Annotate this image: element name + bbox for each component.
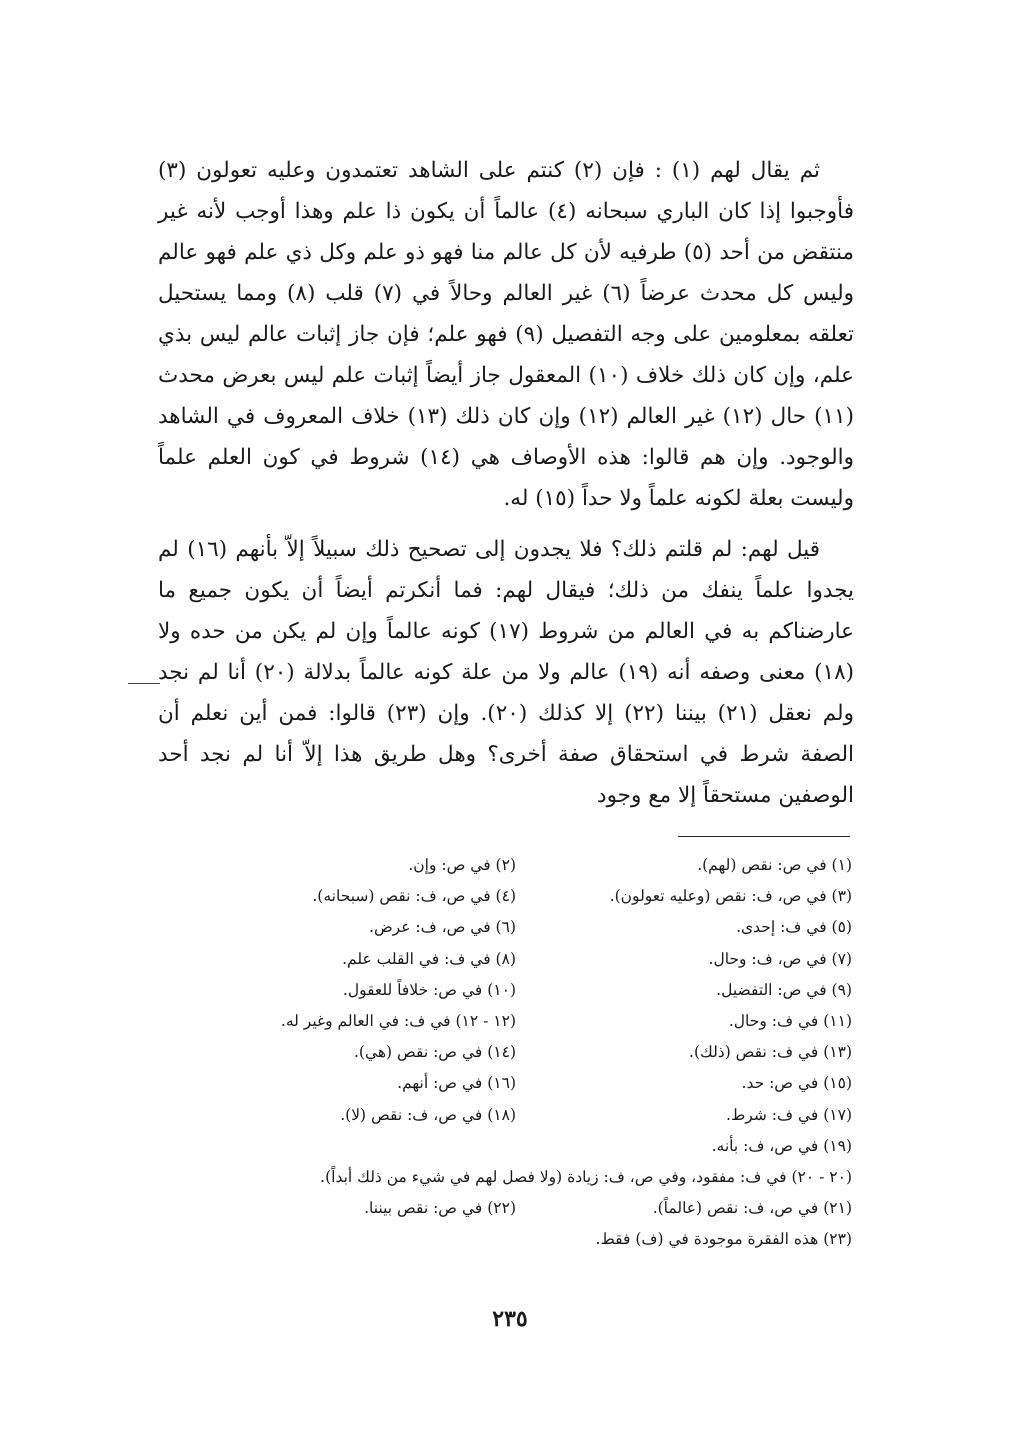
- paragraph-1: ثم يقال لهم (١) : فإن (٢) كنتم على الشاهد تعتمدون وعليه تعولون (٣) فأوجبوا إذا كان الباري سبحانه (٤) عالماً أن يكون ذا علم وهذا أوجب لأنه غير منتقض من أحد (٥) طرفيه لأن كل عالم منا فهو ذو علم وكل ذي علم فهو عالم وليس كل محدث عرضاً (٦) غير العالم وحالاً في (٧) قلب (٨) ومما يستحيل تعلقه بمعلومين على وجه التفصيل (٩) فهو علم؛ فإن جاز إثبات عالم ليس بذي علم، وإن كان ذلك خلاف (١٠) المعقول جاز أيضاً إثبات علم ليس بعرض محدث (١١) حال (١٢) غير العالم (١٢) وإن كان ذلك (١٣) خلاف المعروف في الشاهد والوجود. وإن هم قالوا: هذه الأوصاف هي (١٤) شروط في كون العلم علماً وليست بعلة لكونه علماً ولا حداً (١٥) له.: [158, 158, 855, 511]
- footnote: (١٩) في ص، ف: بأنه.: [711, 1136, 852, 1155]
- footnote-row: [220, 881, 852, 912]
- footnote: (١٢ - ١٢) في ف: في العالم وغير له.: [280, 1011, 516, 1030]
- footnote: (٣) في ص، ف: نقص (وعليه تعولون).: [609, 887, 852, 906]
- footnote-row: [220, 1068, 852, 1099]
- footnote: (١٨) في ص، ف: نقص (لا).: [340, 1105, 516, 1124]
- footnote: (١٦) في ص: أنهم.: [397, 1074, 516, 1093]
- footnote: (٢) في ص: وإن.: [408, 856, 516, 874]
- footnote: (١٧) في ف: شرط.: [726, 1105, 852, 1124]
- footnote-row: [220, 1162, 852, 1193]
- footnote: (١٣) في ف: نقص (ذلك).: [689, 1043, 852, 1062]
- footnote: (١) في ص: نقص (لهم).: [697, 856, 852, 874]
- footnote-row: [220, 1037, 852, 1068]
- footnote: (١٥) في ص: حد.: [741, 1074, 852, 1093]
- footnote: (٢٠ - ٢٠) في ف: مفقود، وفي ص، ف: زيادة (ولا فصل لهم في شيء من ذلك أبداً).: [320, 1167, 852, 1186]
- paragraph-2: قيل لهم: لم قلتم ذلك؟ فلا يجدون إلى تصحيح ذلك سبيلاً إلاّ بأنهم (١٦) لم يجدوا علماً ينفك من ذلك؛ فيقال لهم: فما أنكرتم أيضاً أن يكون جميع ما عارضناكم به في العالم من شروط (١٧) كونه عالماً وإن لم يكن من حده ولا (١٨) معنى وصفه أنه (١٩) عالم ولا من علة كونه عالماً بدلالة (٢٠) أنا لم نجد ولم نعقل (٢١) بيننا (٢٢) إلا كذلك (٢٠). وإن (٢٣) قالوا: فمن أين نعلم أن الصفة شرط في استحقاق صفة أخرى؟ وهل طريق هذا إلاّ أنا لم نجد أحد الوصفين مستحقاً إلا مع وجود: [158, 537, 855, 808]
- margin-mark: [128, 683, 160, 684]
- footnote-row: [220, 1006, 852, 1037]
- footnote: (٢٢) في ص: نقص بيننا.: [364, 1199, 516, 1218]
- footnote: (١٤) في ص: نقص (هي).: [353, 1043, 516, 1062]
- footnote: (٨) في ف: في القلب علم.: [342, 949, 516, 968]
- footnote-row: [220, 1131, 852, 1162]
- page-number: ٢٣٥: [492, 1306, 528, 1332]
- footnote: (٢٣) هذه الفقرة موجودة في (ف) فقط.: [595, 1230, 852, 1249]
- footnote: (٩) في ص: التفضيل.: [716, 980, 852, 999]
- footnote: (٧) في ص، ف: وحال.: [708, 949, 852, 968]
- footnote-row: [220, 1224, 852, 1255]
- footnote-row: [220, 1100, 852, 1131]
- footnote: (١٠) في ص: خلافاً للعقول.: [342, 980, 516, 999]
- footnote: [220, 1224, 536, 1255]
- footnote: [220, 1131, 536, 1162]
- footnote-row: [220, 944, 852, 975]
- footnote-row: [220, 912, 852, 943]
- footnote: (٤) في ص، ف: نقص (سبحانه).: [312, 887, 516, 906]
- footnote-row: [220, 975, 852, 1006]
- main-text: [158, 150, 854, 816]
- footnote-separator: [678, 836, 850, 837]
- footnote: (٥) في ف: إحدى.: [736, 918, 852, 937]
- footnote-row: [220, 850, 852, 881]
- footnotes: [220, 850, 852, 1255]
- footnote: (٦) في ص، ف: عرض.: [369, 918, 516, 937]
- footnote: (١١) في ف: وحال.: [728, 1011, 852, 1030]
- footnote: (٢١) في ص، ف: نقص (عالماً).: [652, 1199, 852, 1218]
- footnote-row: [220, 1193, 852, 1224]
